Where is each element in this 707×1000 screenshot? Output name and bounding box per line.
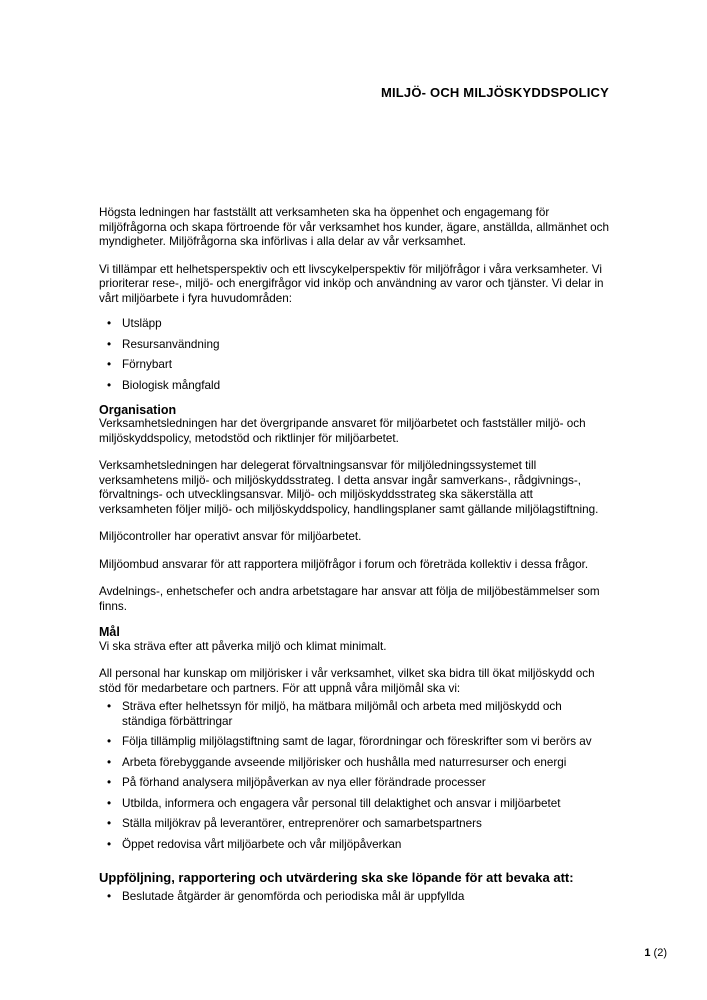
list-item-label: Följa tillämplig miljölagstiftning samt de lagar, förordningar och föreskrifter som vi berörs av (122, 735, 592, 748)
section-heading-mal: Mål (99, 625, 120, 639)
bullet-icon: • (107, 317, 112, 330)
list-item (99, 890, 609, 905)
list-item-label: Resursanvändning (122, 337, 220, 351)
list-item (99, 776, 609, 791)
document-content (99, 0, 609, 905)
organisation-paragraph-3: Miljöcontroller har operativt ansvar för miljöarbetet. (99, 530, 362, 543)
organisation-paragraph-2: Verksamhetsledningen har delegerat förvaltningsansvar för miljöledningssystemet till verksamhetens miljö- och miljöskyddsstrateg. I detta ansvar ingår samverkans-, rådgivnings-, förvaltnings- och utvecklingsansvar. Miljö- och miljöskyddsstrateg ska säkerställa att verksamheten följer miljö- och miljöskyddspolicy, handlingsplaner samt gällande miljölagstiftning. (99, 459, 599, 516)
focus-areas-list (99, 317, 609, 393)
section-heading-organisation: Organisation (99, 402, 177, 417)
bullet-icon: • (107, 378, 112, 392)
list-item (99, 838, 609, 853)
organisation-paragraph-5: Avdelnings-, enhetschefer och andra arbetstagare har ansvar att följa de miljöbestämmelser som finns. (99, 585, 600, 613)
bullet-icon: • (107, 817, 112, 830)
organisation-paragraph-1: Verksamhetsledningen har det övergripande ansvaret för miljöarbetet och fastställer miljö- och miljöskyddspolicy, metodstöd och riktlinjer för miljöarbetet. (99, 417, 586, 445)
bullet-icon: • (107, 796, 112, 810)
section-heading-uppfoljning: Uppföljning, rapportering och utvärdering ska ske löpande för att bevaka att: (99, 870, 574, 885)
page-number-total: (2) (653, 947, 667, 959)
list-item (99, 379, 609, 394)
list-item (99, 817, 609, 832)
list-item-label: Beslutade åtgärder är genomförda och periodiska mål är uppfyllda (122, 890, 465, 903)
list-item (99, 358, 609, 373)
list-item (99, 797, 609, 812)
bullet-icon: • (107, 358, 112, 371)
list-item-label: Förnybart (122, 358, 173, 371)
bullet-icon: • (107, 837, 112, 851)
intro-paragraph-2: Vi tillämpar ett helhetsperspektiv och ett livscykelperspektiv för miljöfrågor i våra verksamheter. Vi prioriterar rese-, miljö- och energifrågor vid inköp och användning av varor och tjänster. Vi delar in vårt miljöarbete i fyra huvudområden: (99, 262, 604, 305)
list-item-label: Ställa miljökrav på leverantörer, entreprenörer och samarbetspartners (122, 817, 482, 830)
bullet-icon: • (107, 755, 112, 769)
page-number (644, 947, 667, 960)
mal-items-list (99, 700, 609, 852)
bullet-icon: • (107, 776, 112, 789)
page-number-current: 1 (644, 947, 651, 959)
document-title: MILJÖ- OCH MILJÖSKYDDSPOLICY (380, 85, 609, 100)
bullet-icon: • (107, 337, 112, 351)
list-item-label: Öppet redovisa vårt miljöarbete och vår miljöpåverkan (122, 837, 402, 851)
list-item (99, 317, 609, 332)
list-item-label: Biologisk mångfald (122, 378, 221, 392)
uppfoljning-items-list (99, 890, 609, 905)
mal-paragraph-2: All personal har kunskap om miljörisker i vår verksamhet, vilket ska bidra till ökat miljöskydd och stöd för medarbetare och partners. För att uppnå våra miljömål ska vi: (99, 667, 595, 695)
mal-paragraph-1: Vi ska sträva efter att påverka miljö och klimat minimalt. (99, 639, 387, 653)
bullet-icon: • (107, 735, 112, 748)
list-item (99, 700, 609, 729)
bullet-icon: • (107, 700, 112, 713)
list-item (99, 756, 609, 771)
list-item-label: Arbeta förebyggande avseende miljörisker och hushålla med naturresurser och energi (122, 755, 567, 769)
list-item (99, 735, 609, 750)
list-item-label: På förhand analysera miljöpåverkan av nya eller förändrade processer (122, 776, 486, 789)
intro-paragraph-1: Högsta ledningen har fastställt att verksamheten ska ha öppenhet och engagemang för miljöfrågorna och skapa förtroende för vår verksamhet hos kunder, ägare, anställda, allmänhet och myndigheter. Miljöfrågorna ska införlivas i alla delar av vår verksamhet. (99, 206, 609, 248)
list-item-label: Utsläpp (122, 317, 162, 330)
organisation-paragraph-4: Miljöombud ansvarar för att rapportera miljöfrågor i forum och företräda kollektiv i dessa frågor. (99, 557, 589, 571)
list-item-label: Sträva efter helhetssyn för miljö, ha mätbara miljömål och arbeta med miljöskydd och ständiga förbättringar (122, 700, 562, 728)
list-item-label: Utbilda, informera och engagera vår personal till delaktighet och ansvar i miljöarbetet (122, 796, 561, 810)
bullet-icon: • (107, 890, 112, 903)
list-item (99, 338, 609, 353)
